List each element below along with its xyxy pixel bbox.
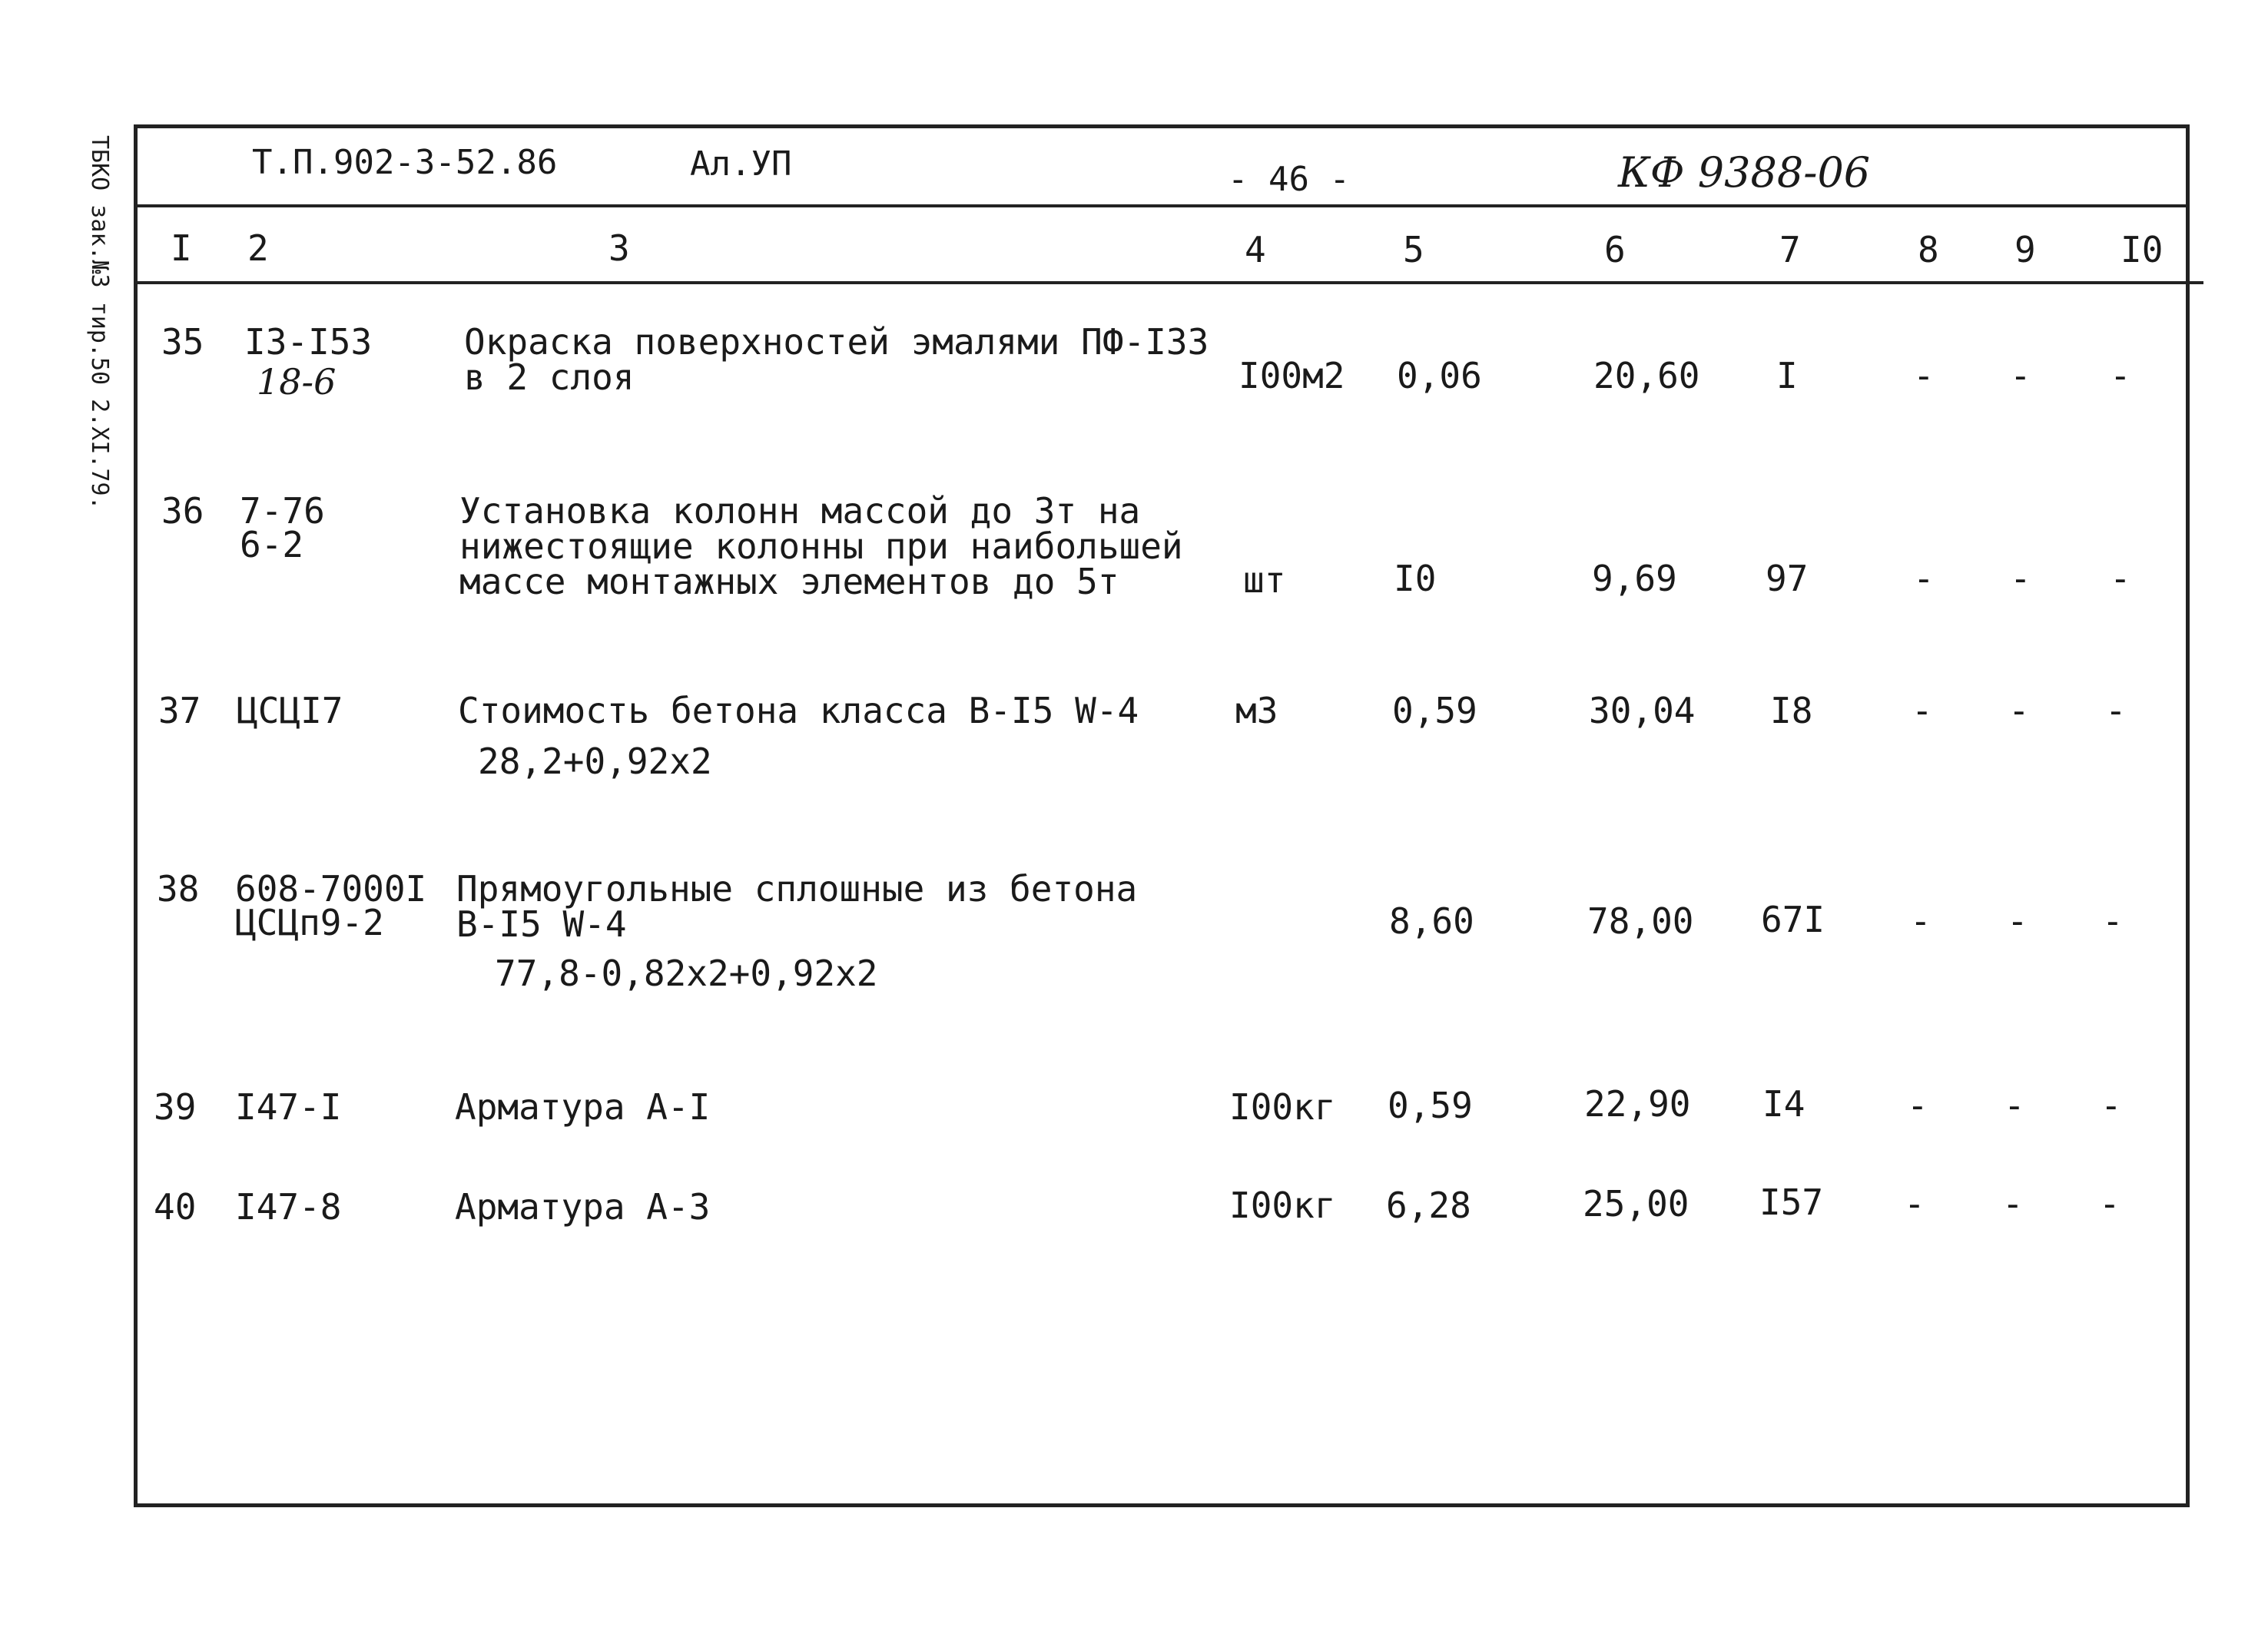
row-quantity: 0,59 xyxy=(1388,1085,1473,1126)
row-code: I3-I53 xyxy=(244,321,373,363)
row-number: 37 xyxy=(158,690,201,731)
row-col10: - xyxy=(2102,900,2124,942)
row-col8: - xyxy=(1913,355,1935,396)
row-total: 97 xyxy=(1766,558,1809,599)
row-quantity: I0 xyxy=(1394,558,1437,599)
row-col10: - xyxy=(2101,1085,2122,1126)
row-col8: - xyxy=(1913,558,1935,599)
row-price: 20,60 xyxy=(1593,355,1700,396)
row-price: 9,69 xyxy=(1592,558,1677,599)
project-code: Т.П.902-3-52.86 xyxy=(252,143,558,182)
row-code: ЦСЦI7 xyxy=(237,690,343,731)
row-formula: 77,8-0,82х2+0,92х2 xyxy=(495,953,878,994)
row-col8: - xyxy=(1907,1085,1928,1126)
row-description: Стоимость бетона класса В-I5 W-4 xyxy=(458,690,1139,731)
row-col10: - xyxy=(2110,355,2131,396)
row-unit: I00кг xyxy=(1229,1185,1336,1226)
column-header: 2 xyxy=(247,227,269,269)
row-price: 25,00 xyxy=(1583,1183,1689,1225)
header-divider xyxy=(137,204,2187,207)
row-quantity: 0,59 xyxy=(1392,690,1477,731)
row-number: 36 xyxy=(161,490,204,532)
row-col10: - xyxy=(2110,558,2131,599)
row-number: 35 xyxy=(161,321,204,363)
description-line: В-I5 W-4 xyxy=(456,903,627,945)
row-unit: I00м2 xyxy=(1238,355,1345,396)
row-code: 7-76 xyxy=(240,490,325,532)
description-line: нижестоящие колонны при наибольшей xyxy=(459,525,1183,567)
row-number: 39 xyxy=(154,1086,197,1128)
row-code: I47-8 xyxy=(235,1186,342,1228)
row-col10: - xyxy=(2105,690,2127,731)
row-col8: - xyxy=(1912,690,1933,731)
row-quantity: 6,28 xyxy=(1386,1185,1471,1226)
row-price: 30,04 xyxy=(1589,690,1696,731)
column-header-divider xyxy=(137,281,2203,284)
description-line: массе монтажных элементов до 5т xyxy=(459,561,1119,602)
row-code-handwritten: 18-6 xyxy=(257,361,337,403)
row-col9: - xyxy=(2004,1085,2025,1126)
row-col8: - xyxy=(1910,900,1931,942)
row-unit: м3 xyxy=(1235,690,1278,731)
description-line: Установка колонн массой до 3т на xyxy=(459,490,1141,532)
page-number: - 46 - xyxy=(1228,160,1350,199)
row-number: 40 xyxy=(154,1186,197,1228)
album-label: Ал.УП xyxy=(690,144,792,184)
row-col9: - xyxy=(2008,690,2030,731)
row-quantity: 8,60 xyxy=(1389,900,1474,942)
description-line: Окраска поверхностей эмалями ПФ-I33 xyxy=(464,321,1209,363)
row-description xyxy=(456,868,1138,945)
row-formula: 28,2+0,92х2 xyxy=(478,741,712,782)
row-total: I xyxy=(1776,355,1798,396)
sheet-code: КФ 9388-06 xyxy=(1618,148,1871,197)
row-col10: - xyxy=(2099,1183,2120,1225)
row-code: I47-I xyxy=(235,1086,342,1128)
column-header: 7 xyxy=(1779,229,1801,270)
row-description: Арматура А-I xyxy=(455,1086,711,1128)
row-total: I57 xyxy=(1759,1182,1824,1223)
row-col9: - xyxy=(2010,558,2031,599)
row-col8: - xyxy=(1904,1183,1925,1225)
row-total: I4 xyxy=(1762,1083,1805,1125)
column-header: 8 xyxy=(1918,229,1939,270)
row-number: 38 xyxy=(157,868,200,910)
row-description xyxy=(464,321,1209,398)
row-unit: I00кг xyxy=(1229,1086,1336,1128)
row-code: ЦСЦп9-2 xyxy=(235,902,384,943)
row-col9: - xyxy=(2002,1183,2024,1225)
column-header: 5 xyxy=(1403,229,1424,270)
description-line: Прямоугольные сплошные из бетона xyxy=(456,868,1138,910)
row-col9: - xyxy=(2007,900,2028,942)
column-header: 9 xyxy=(2014,229,2036,270)
side-print-note: ТБКО зак.№3 тир.50 2.XI.79. xyxy=(86,135,113,510)
row-price: 78,00 xyxy=(1587,900,1694,942)
row-price: 22,90 xyxy=(1584,1083,1691,1125)
row-code: 6-2 xyxy=(240,524,304,565)
column-header: 3 xyxy=(608,227,630,269)
row-total: 67I xyxy=(1761,899,1825,940)
row-unit: шт xyxy=(1243,559,1286,601)
row-description xyxy=(459,490,1183,602)
row-col9: - xyxy=(2010,355,2031,396)
row-quantity: 0,06 xyxy=(1397,355,1482,396)
row-description: Арматура А-3 xyxy=(455,1186,711,1228)
column-header: 4 xyxy=(1245,229,1266,270)
row-code: 608-7000I xyxy=(235,868,427,910)
description-line: в 2 слоя xyxy=(464,356,635,398)
column-header: 6 xyxy=(1604,229,1626,270)
column-header: I0 xyxy=(2120,229,2164,270)
row-total: I8 xyxy=(1770,690,1813,731)
column-header: I xyxy=(171,227,192,269)
